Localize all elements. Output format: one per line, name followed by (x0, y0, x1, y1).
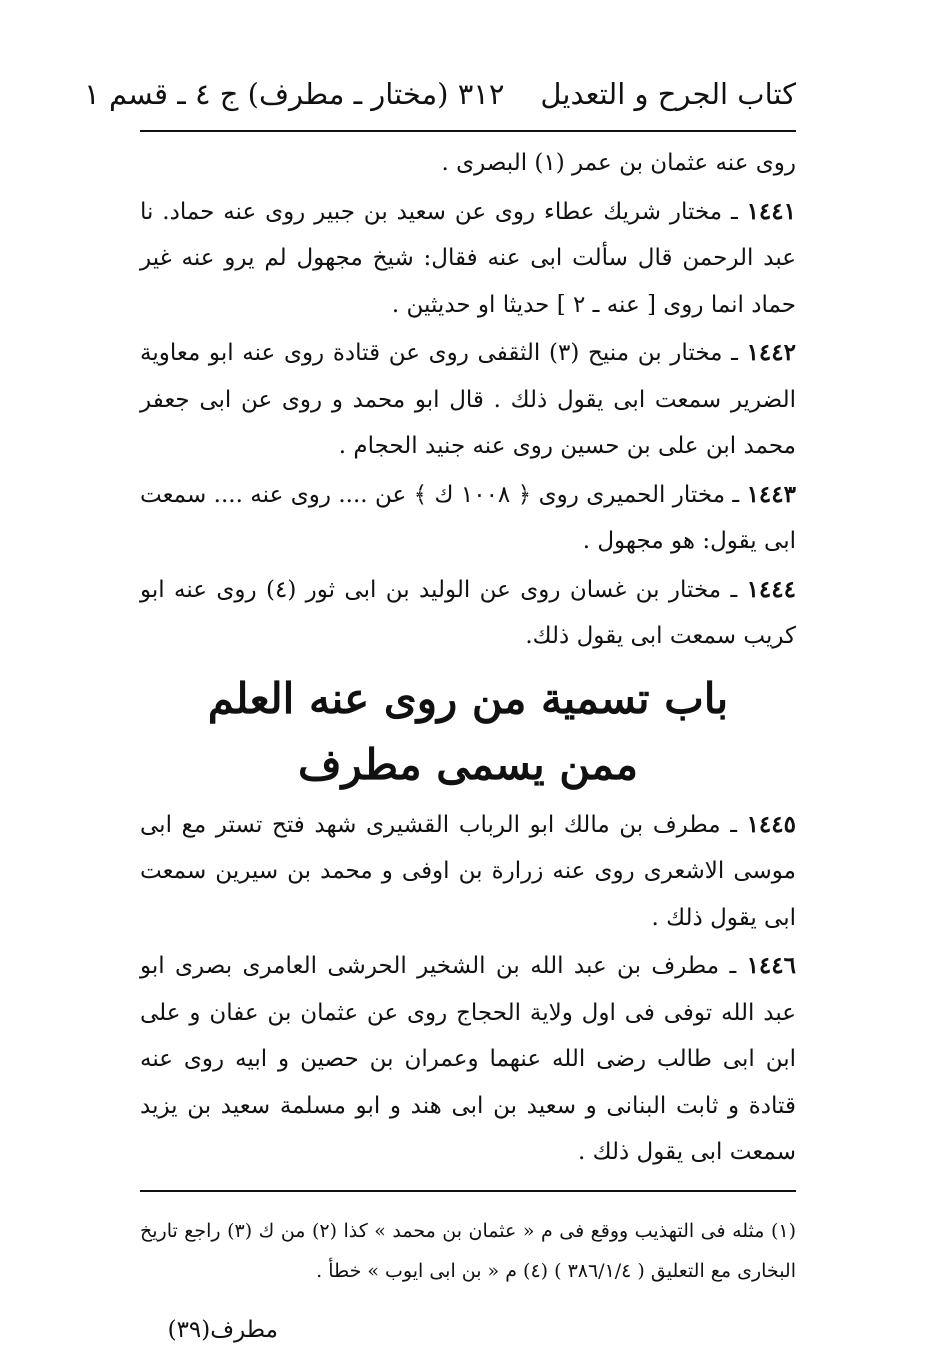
entry-text: ـ مختار الحميرى روى ﴿ ١٠٠٨ ك ﴾ عن .... روى عنه .... سمعت ابى يقول: هو مجهول . (140, 481, 796, 554)
chapter-title-line-2: ممن يسمى مطرف (297, 739, 639, 789)
entry-1445 (140, 802, 796, 942)
entry-text: روى عنه عثمان بن عمر (١) البصرى . (441, 150, 796, 176)
page-footer (140, 1310, 796, 1350)
entry-1446 (140, 943, 796, 1176)
entry-text: ـ مختار بن منيح (٣) الثقفى روى عن قتادة روى عنه ابو معاوية الضرير سمعت ابى يقول ذلك . قال ابو محمد و روى عن ابى جعفر محمد ابن على بن حسين روى عنه جنيد الحجام . (140, 340, 796, 459)
chapter-title-line-1: باب تسمية من روى عنه العلم (207, 673, 729, 723)
entry-1443 (140, 472, 796, 565)
entry-number: ١٤٤٥ (746, 810, 796, 838)
chapter-heading (140, 666, 796, 798)
entry-text: ـ مطرف بن مالك ابو الرباب القشيرى شهد فتح تستر مع ابى موسى الاشعرى روى عنه زرارة بن اوفى و محمد بن سيرين سمعت ابى يقول ذلك . (140, 811, 796, 931)
signature-word: مطرف (210, 1316, 278, 1343)
entry-text: ـ مختار بن غسان روى عن الوليد بن ابى ثور (٤) روى عنه ابو كريب سمعت ابى يقول ذلك. (140, 576, 796, 649)
document-page (84, 66, 797, 1350)
entry-continuation (140, 140, 796, 187)
entry-number: ١٤٤٣ (746, 480, 796, 508)
entry-number: ١٤٤٤ (746, 575, 796, 603)
entry-number: ١٤٤٢ (746, 339, 796, 366)
footnote-rule (140, 1190, 796, 1192)
header-rule (140, 130, 796, 132)
entry-number: ١٤٤٦ (746, 952, 796, 979)
book-title: كتاب الجرح و التعديل (540, 77, 796, 111)
page-info: ٣١٢ (مختار ـ مطرف) ج ٤ ـ قسم ١ (84, 77, 505, 111)
entry-1441 (140, 189, 796, 329)
entry-1442 (140, 330, 796, 470)
footnotes: (١) مثله فى التهذيب ووقع فى م « عثمان بن محمد » كذا (٢) من ك (٣) راجع تاريخ البخارى مع التعليق ( ٣٨٦/١/٤ ) (٤) م « بن ابى ايوب » خطأ . (140, 1219, 797, 1282)
folio-number: (٣٩) (167, 1316, 211, 1343)
entry-1444 (140, 567, 796, 660)
page-header (84, 66, 796, 126)
entry-text: ـ مطرف بن عبد الله بن الشخير الحرشى العامرى بصرى ابو عبد الله توفى فى اول ولاية الحجاج روى عن عثمان بن عفان و على ابن ابى طالب رضى الله عنهما وعمران بن حصين و ابيه روى عنه قتادة و ثابت البنانى و سعيد بن ابى هند و ابو مسلمة سعيد بن يزيد سمعت ابى يقول ذلك . (140, 953, 796, 1165)
entry-number: ١٤٤١ (746, 197, 796, 225)
entry-text: ـ مختار شريك عطاء روى عن سعيد بن جبير روى عنه حماد. نا عبد الرحمن قال سألت ابى عنه فقال: شيخ مجهول لم يرو عنه غير حماد انما روى [ عنه ـ ٢ ] حديثا او حديثين . (140, 198, 796, 318)
